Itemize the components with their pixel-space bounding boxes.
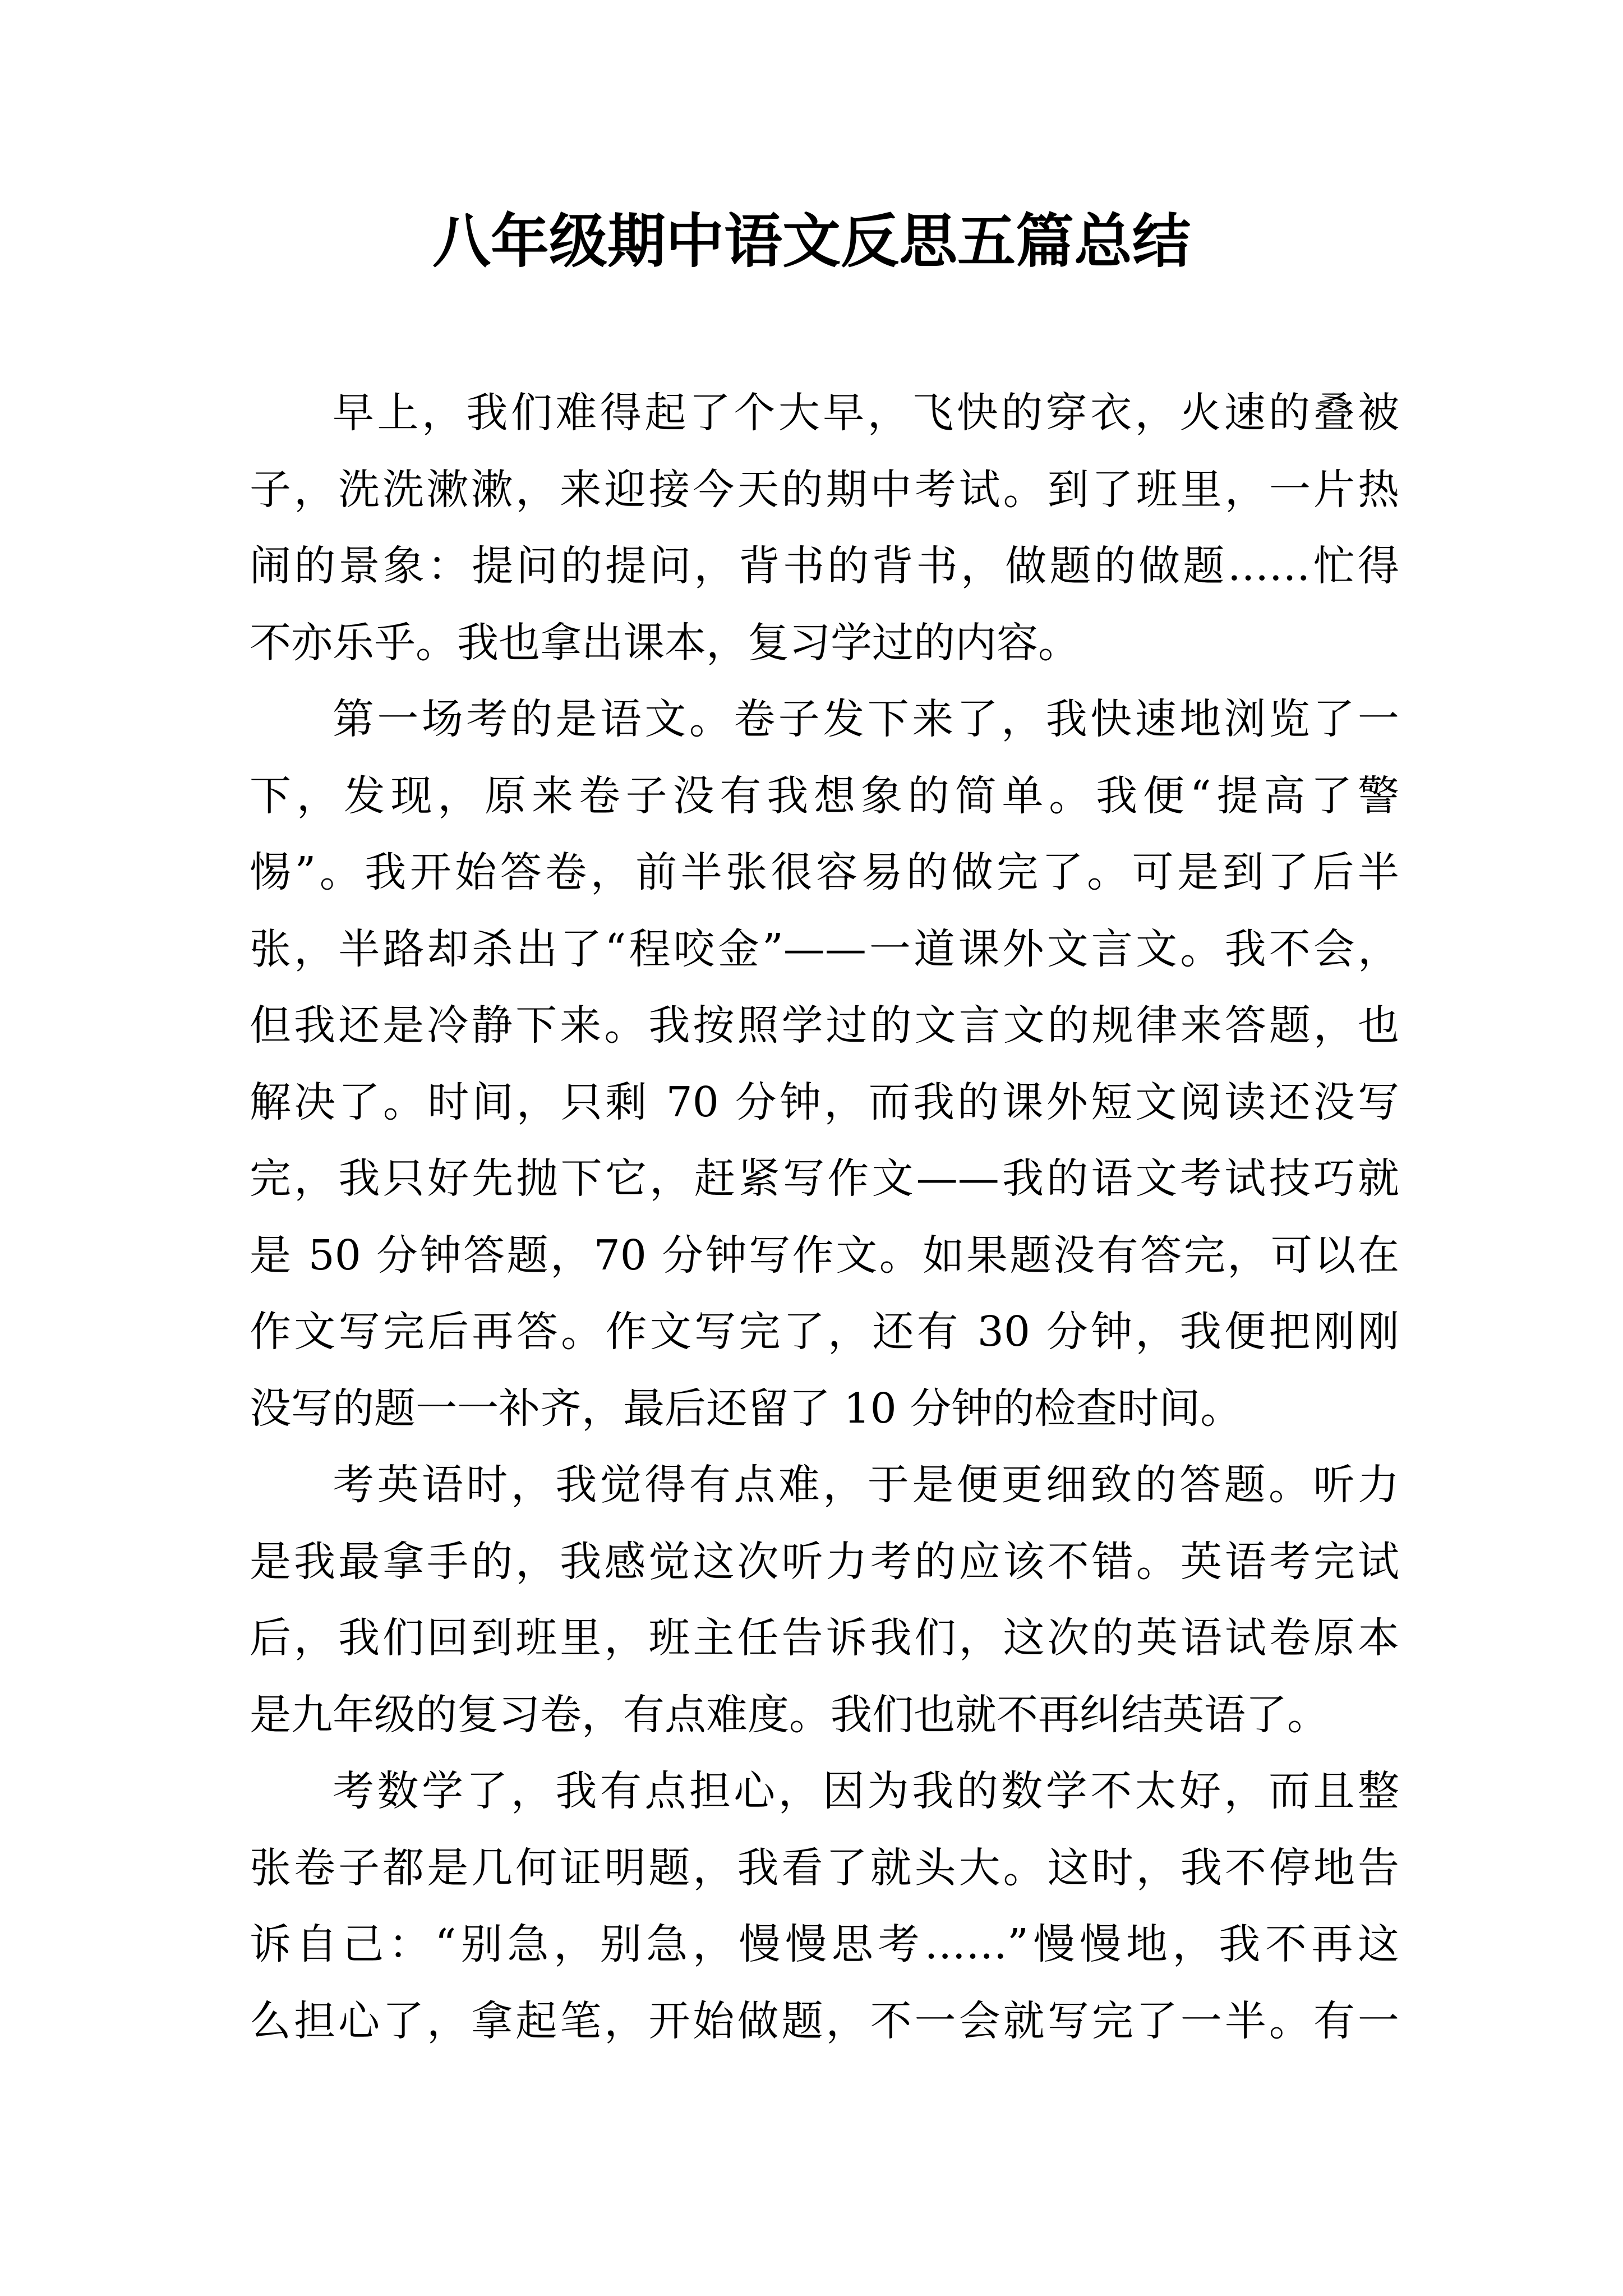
- text-line: 子，洗洗漱漱，来迎接今天的期中考试。到了班里，一片热: [250, 465, 1399, 514]
- text-line: 考数学了，我有点担心，因为我的数学不太好，而且整: [333, 1767, 1399, 1815]
- paragraph-1: [250, 375, 1399, 681]
- text-line: 没写的题一一补齐，最后还留了 10 分钟的检查时间。: [250, 1384, 1242, 1433]
- text-line: 考英语时，我觉得有点难，于是便更细致的答题。听力: [333, 1461, 1399, 1509]
- text-line: 诉自己：“别急，别急，慢慢思考……”慢慢地，我不再这: [250, 1920, 1399, 1968]
- paragraph-3: [250, 1447, 1399, 1753]
- text-line: 不亦乐乎。我也拿出课本，复习学过的内容。: [250, 618, 1080, 667]
- document-title: 八年级期中语文反思五篇总结: [432, 206, 1191, 275]
- text-line: 是九年级的复习卷，有点难度。我们也就不再纠结英语了。: [250, 1690, 1329, 1739]
- text-line: 解决了。时间，只剩 70 分钟，而我的课外短文阅读还没写: [250, 1078, 1399, 1126]
- paragraph-2: [250, 681, 1399, 1447]
- text-line: 作文写完后再答。作文写完了，还有 30 分钟，我便把刚刚: [250, 1308, 1399, 1356]
- text-line: 后，我们回到班里，班主任告诉我们，这次的英语试卷原本: [250, 1614, 1399, 1662]
- text-line: 是 50 分钟答题，70 分钟写作文。如果题没有答完，可以在: [250, 1231, 1399, 1280]
- text-line: 惕”。我开始答卷，前半张很容易的做完了。可是到了后半: [250, 848, 1399, 896]
- text-line: 闹的景象：提问的提问，背书的背书，做题的做题……忙得: [250, 542, 1399, 590]
- text-line: 早上，我们难得起了个大早，飞快的穿衣，火速的叠被: [333, 389, 1399, 437]
- text-line: 张卷子都是几何证明题，我看了就头大。这时，我不停地告: [250, 1843, 1399, 1892]
- text-line: 完，我只好先抛下它，赶紧写作文——我的语文考试技巧就: [250, 1154, 1399, 1203]
- text-line: 张，半路却杀出了“程咬金”——一道课外文言文。我不会，: [250, 924, 1399, 973]
- text-line: 下，发现，原来卷子没有我想象的简单。我便“提高了警: [250, 771, 1399, 820]
- paragraph-4: [250, 1753, 1399, 2059]
- text-line: 是我最拿手的，我感觉这次听力考的应该不错。英语考完试: [250, 1537, 1399, 1586]
- text-line: 么担心了，拿起笔，开始做题，不一会就写完了一半。有一: [250, 1996, 1399, 2045]
- text-line: 第一场考的是语文。卷子发下来了，我快速地浏览了一: [333, 695, 1399, 743]
- document-body: [250, 375, 1399, 2059]
- text-line: 但我还是冷静下来。我按照学过的文言文的规律来答题，也: [250, 1001, 1399, 1050]
